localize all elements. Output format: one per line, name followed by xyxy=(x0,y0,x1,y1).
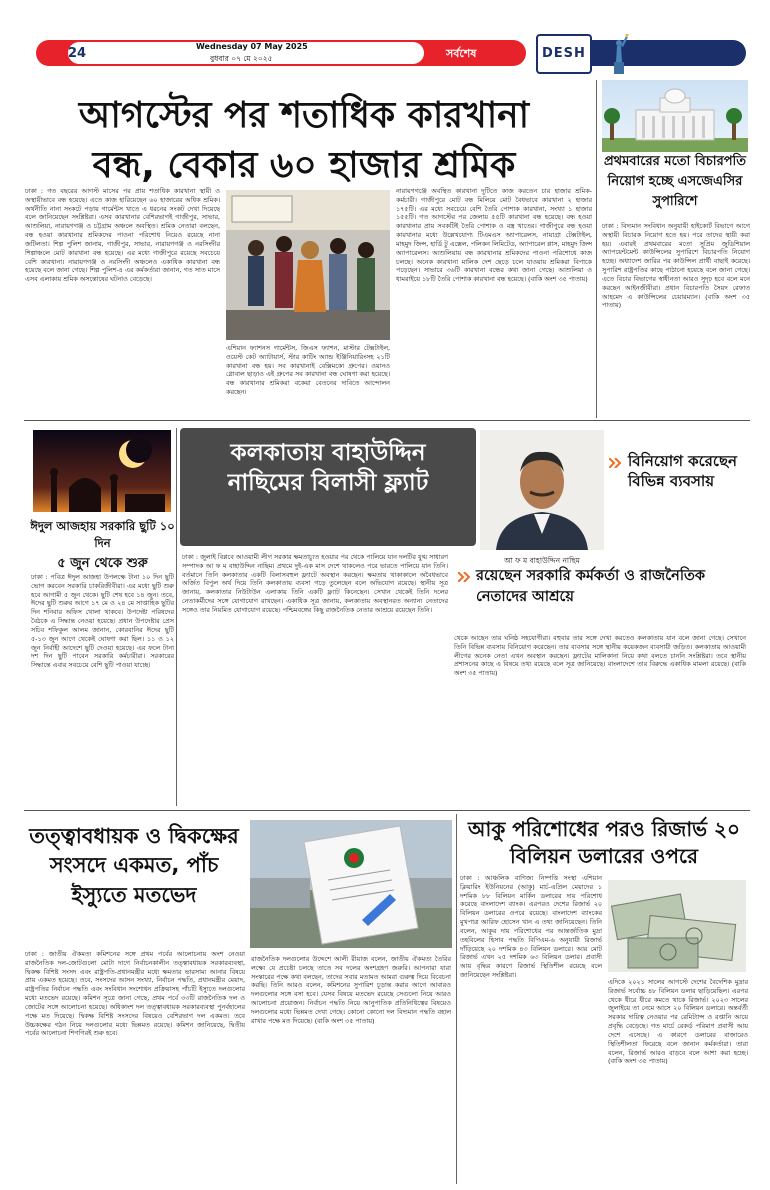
caretaker-headline: তত্ত্বাবধায়ক ও দ্বিকক্ষের সংসদে একমত, পাঁচ ইস্যুতে মতভেদ xyxy=(29,824,239,907)
divider xyxy=(24,810,750,811)
date-bangla: বুধবার ০৭ মে ২০২৫ xyxy=(210,54,273,63)
statue-of-liberty-icon xyxy=(604,32,634,74)
caretaker-column-2: রাজনৈতিক দলগুলোর উদ্দেশে আলী রীয়াজ বলেন, জাতীয় ঐকমত্য তৈরির লক্ষ্যে যে প্রচেষ্টা চলছে তাতে সব দলের অংশগ্রহণ জরুরি। আপনারা যারা সংস্কারের পক্ষে কথা বলছেন, তাদের সবার মতামত আমরা গুরুত্ব দিয়ে বিবেচনা করছি। তিনি আরও বলেন, কমিশনের সুপারিশ চূড়ান্ত করার আগে আবারও দলগুলোর সঙ্গে বসা হবে। যেসব বিষয়ে মতভেদ রয়েছে সেগুলো নিয়ে আরও আলোচনা প্রয়োজন। নির্বাচন পদ্ধতি নিয়ে আনুপাতিক প্রতিনিধিত্বের বিষয়েও দলগুলোর মধ্যে ভিন্নমত দেখা গেছে। কোনো কোনো দল বিদ্যমান পদ্ধতি বহাল রাখার পক্ষে মত দিয়েছে। (বাকি অংশ ৩৫ পাতায়) xyxy=(251,955,451,1025)
reserve-column-1: ঢাকা : আঞ্চলিক বাণিজ্য নিষ্পত্তি সংস্থা এশিয়ান ক্লিয়ারিং ইউনিয়নের (আকু) মার্চ-এপ্রিল মেয়াদের ১ দশমিক ৮৮ বিলিয়ন মার্কিন ডলারের দায় পরিশোধ করেছে বাংলাদেশ ব্যাংক। এরপরও দেশের রিজার্ভ ২০ বিলিয়ন ডলারের ওপরে রয়েছে। বাংলাদেশ ব্যাংকের মুখপাত্র আরিফ হোসেন খান এ তথ্য জানিয়েছেন। তিনি বলেন, আকুর দায় পরিশোধের পর আন্তর্জাতিক মুদ্রা তহবিলের হিসাব পদ্ধতি বিপিএম-৬ অনুযায়ী রিজার্ভ দাঁড়িয়েছে ২০ দশমিক ৪৩ বিলিয়ন ডলারে। আর মোট রিজার্ভ এখন ২৫ দশমিক ৬৩ বিলিয়ন ডলার। প্রবাসী আয় বৃদ্ধির কারণে রিজার্ভ স্থিতিশীল রয়েছে বলে জানিয়েছেন সংশ্লিষ্টরা। xyxy=(460,874,602,980)
eid-headline: ঈদুল আজহায় সরকারি ছুটি ১০ দিন xyxy=(30,519,175,550)
kolkata-column-1: ঢাকা : জুলাই বিপ্লবে আওয়ামী লীগ সরকার ক্ষমতাচ্যুত হওয়ার পর থেকে পালিয়ে যান দলটির যুগ্ম সাধারণ সম্পাদক আ ফ ম বাহাউদ্দিন নাছিম। প্রথমে দুই-এক মাস দেশে থাকলেও পরে ভারতে পালিয়ে যান তিনি। বর্তমানে তিনি কলকাতার একটি বিলাসবহুল ফ্ল্যাটে অবস্থান করছেন। ক্ষমতায় থাকাকালে অবৈধভাবে অর্জিত বিপুল অর্থ দিয়ে তিনি কলকাতায় ব্যবসা গড়ে তুলেছেন বলে অভিযোগ রয়েছে। স্থানীয় সূত্র জানায়, কলকাতার নিউটাউন এলাকায় তিনি একটি ফ্ল্যাট কিনেছেন। সেখান থেকেই তিনি দলের নেতাকর্মীদের সঙ্গে যোগাযোগ রাখছেন। একাধিক সূত্র জানায়, কলকাতায় অবস্থানরত অন্যান্য নেতাদের সঙ্গেও তার নিয়মিত যোগাযোগ রয়েছে। পশ্চিমবঙ্গের কিছু রাজনৈতিক নেতার আশ্রয়ে রয়েছেন তিনি। xyxy=(182,553,448,614)
lead-headline-line1: আগস্টের পর শতাধিক কারখানা xyxy=(78,95,530,136)
supreme-court-photo xyxy=(602,80,748,152)
kolkata-point-1: বিনিয়োগ করেছেন বিভিন্ন ব্যবসায় xyxy=(628,452,737,490)
date-english: Wednesday 07 May 2025 xyxy=(196,42,308,51)
kolkata-point-2: রয়েছেন সরকারি কর্মকর্তা ও রাজনৈতিক নেতাদের আশ্রয়ে xyxy=(476,568,705,606)
header-navy-bar xyxy=(566,40,746,66)
eid-moon-photo xyxy=(33,430,171,512)
chevron-right-icon xyxy=(458,572,470,582)
ballot-paper-photo xyxy=(250,820,452,948)
divider xyxy=(596,80,597,418)
nasim-portrait-photo xyxy=(480,430,604,550)
lead-photo-caption: এশিয়ান ফ্যাশনস গার্মেন্টস, জিএস ফ্যাশন, মাস্টার টেক্সটাইল, ওয়েস্ট কেট অ্যাটায়ার্স, স্টার কাটিং অ্যান্ড ইঞ্জিনিয়ারিংসহ ২১টি কারখানা বন্ধ হয়। সব কারখানাই বেক্সিমকো গ্রুপের। ওয়ানও গ্লোবাল ছাড়াও এই গ্রুপের সব কারখানা বন্ধ ঘোষণা করা হয়েছে। বন্ধ কারখানার শ্রমিকরা বকেয়া বেতনের দাবিতে আন্দোলন করছেন। xyxy=(226,344,390,397)
page-number: 24 xyxy=(68,46,87,61)
chevron-right-icon xyxy=(609,458,621,468)
section-label: সর্বশেষ xyxy=(446,47,477,60)
lead-column-1: ঢাকা : গত বছরের আগস্ট মাসের পর প্রায় শতাধিক কারখানা স্থায়ী ও অস্থায়ীভাবে বন্ধ হয়েছে। এতে কাজ হারিয়েছেন ৬০ হাজারের অধিক শ্রমিক। অর্থনীতি নানা সংকটে পড়ায় গার্মেন্টস খাতে এ ধরনের সংকট দেখা দিয়েছে বলে জানিয়েছেন সংশ্লিষ্টরা। এসব কারখানার বেশিরভাগই গাজীপুর, সাভার, আশুলিয়া, নারায়ণগঞ্জ ও চট্টগ্রাম অঞ্চলে অবস্থিত। শ্রমিক নেতারা বলছেন, বন্ধ হওয়া কারখানার শ্রমিকদের পাওনা পরিশোধ নিয়েও রয়েছে নানা জটিলতা। শিল্প পুলিশ জানায়, গাজীপুর, সাভার, নারায়ণগঞ্জ ও নরসিংদীর শিল্পাঞ্চলে মোট কারখানা বন্ধ হয়েছে। এর মধ্যে গাজীপুরে রয়েছে সবচেয়ে বেশি কারখানা। নারায়ণগঞ্জ ও নরসিংদী অঞ্চলেও একাধিক কারখানা বন্ধ হয়েছে বলে জানা গেছে। শিল্প পুলিশ-৪ এর কর্মকর্তারা জানান, গত সাত মাসে এসব এলাকায় শ্রমিক অসন্তোষের ঘটনাও বেড়েছে। xyxy=(25,187,220,284)
divider xyxy=(176,428,177,806)
divider xyxy=(24,420,750,421)
reserve-headline: আকু পরিশোধের পরও রিজার্ভ ২০ বিলিয়ন ডলারের ওপরে xyxy=(467,817,740,868)
lead-headline-line2: বন্ধ, বেকার ৬০ হাজার শ্রমিক xyxy=(92,145,516,186)
lead-workers-photo xyxy=(226,190,390,340)
nasim-photo-caption: আ ফ ম বাহাউদ্দিন নাছিম xyxy=(504,556,580,565)
side-story-body: ঢাকা : বিদ্যমান সংবিধান অনুযায়ী হাইকোর্ট বিভাগে আগে অস্থায়ী বিচারক নিয়োগ হতে হয়। পরে তাদের স্থায়ী করা হয়। এবারই প্রথমবারের মতো সুপ্রিম জুডিশিয়াল অ্যাপয়েন্টমেন্ট কাউন্সিলের সুপারিশে বিচারপতি নিয়োগ হচ্ছে। অধ্যাদেশ জারির পর কাউন্সিল প্রার্থী বাছাই করেছে। সুপারিশ রাষ্ট্রপতির কাছে পাঠানো হয়েছে বলে জানা গেছে। এতে বিচার বিভাগের স্বাধীনতা আরও সুদৃঢ় হবে বলে মনে করছেন আইনজীবীরা। প্রধান বিচারপতি সৈয়দ রেফাত আহমেদ এ কাউন্সিলের চেয়ারম্যান। (বাকি অংশ ৩৫ পাতায়) xyxy=(602,222,750,310)
kolkata-headline: কলকাতায় বাহাউদ্দিন নাছিমের বিলাসী ফ্ল্যাট xyxy=(227,440,429,497)
kolkata-column-2: থেকে আছেন তার ঘনিষ্ঠ সহযোগীরা। বহুবার তার সঙ্গে দেখা করতেও কলকাতায় যান বলে জানা গেছে। সেখানে তিনি বিভিন্ন ব্যবসায় বিনিয়োগ করেছেন। তার ব্যবসার সঙ্গে স্থানীয় কয়েকজন ব্যবসায়ী জড়িত। কলকাতায় আওয়ামী লীগের অনেক নেতা এখন অবস্থান করছেন। ফ্ল্যাটের মালিকানা নিয়ে কথা বলতে চাননি সংশ্লিষ্টরা। তবে স্থানীয় প্রশাসনের কাছে এ বিষয়ে তথ্য রয়েছে বলে সূত্র জানিয়েছে। বাংলাদেশে তার বিরুদ্ধে একাধিক মামলা রয়েছে। (বাকি অংশ ৩৫ পাতায়) xyxy=(454,634,746,678)
side-story-headline: প্রথমবারের মতো বিচারপতি নিয়োগ হচ্ছে এসজেএসির সুপারিশে xyxy=(603,154,747,210)
desh-logo: DESH xyxy=(542,46,586,61)
divider xyxy=(456,814,457,1184)
dollar-bundles-photo xyxy=(608,880,746,972)
reserve-column-2: এদিকে ২০২১ সালের আগস্টে দেশের বৈদেশিক মুদ্রার রিজার্ভ সর্বোচ্চ ৪৮ বিলিয়ন ডলার ছাড়িয়েছিল। এরপর থেকে ধীরে ধীরে কমতে থাকে রিজার্ভ। ২০২৩ সালের জুলাইয়ে তা নেমে আসে ২০ বিলিয়ন ডলারে। অন্তর্বর্তী সরকার দায়িত্ব নেওয়ার পর রেমিট্যান্স ও রপ্তানি আয়ে প্রবৃদ্ধি বেড়েছে। গত মার্চে রেকর্ড পরিমাণ প্রবাসী আয় দেশে এসেছে। এ কারণে ডলারের বাজারেও স্থিতিশীলতা ফিরেছে বলে জানান কর্মকর্তারা। তারা বলেন, রিজার্ভ আরও বাড়বে বলে আশা করা হচ্ছে। (বাকি অংশ ৩৫ পাতায়) xyxy=(608,978,748,1066)
eid-body: ঢাকা : পবিত্র ঈদুল আজহা উপলক্ষে টানা ১০ দিন ছুটি ভোগ করবেন সরকারি চাকরিজীবীরা। এর মধ্যে ছুটি শুরু হবে আগামী ৫ জুন থেকে। ছুটি শেষ হবে ১৪ জুন। তবে, ঈদের ছুটি শুরুর আগে ১৭ মে ও ২৪ মে সাপ্তাহিক ছুটির দিন শনিবার অফিস খোলা থাকবে। উপদেষ্টা পরিষদের বৈঠকে এ সিদ্ধান্ত নেওয়া হয়েছে। প্রধান উপদেষ্টার প্রেস সচিব শফিকুল আলম জানান, কোরবানির ঈদের ছুটি ৫-১৩ জুন আগে থেকেই ঘোষণা করা ছিল। ১১ ও ১২ জুন নির্বাহী আদেশে ছুটি দেওয়া হয়েছে। এর ফলে টানা দশ দিন ছুটি পাবেন সরকারি কর্মচারীরা। সরকারের সিদ্ধান্তে এবার সবচেয়ে বেশি ছুটি পাওয়া যাচ্ছে। xyxy=(31,573,174,670)
lead-column-3: নারায়ণগঞ্জে অবস্থিত কারখানা দুটিতে কাজ করতেন চার হাজার শ্রমিক-কর্মচারী। গাজীপুরে মোট বন্ধ মিলিয়ে মোট বৈধভাবে কারখানা ২ হাজার ১৭৫টি। এর মধ্যে সবচেয়ে বেশি তৈরি পোশাক কারখানা, সংখ্যা ১ হাজার ১৫৫টি। গত আগস্টের পর জেলায় ৫৫টি কারখানা বন্ধ হয়েছে। বন্ধ হওয়া কারখানার প্রায় সবকটিই তৈরি পোশাক ও বস্ত্র খাতের। গাজীপুরে বন্ধ হওয়া কারখানার মধ্যে উল্লেখযোগ্য টিএমএস অ্যাপারেলস, নায়াগ্রা টেক্সটাইল, মাহমুদ জিন্স, হার্ডি টু এক্সেল, পলিকন লিমিটেড, অ্যাপারেল প্লাস, মাহমুদ জিন্স অ্যাপারেলস। আশুলিয়ায় বন্ধ কারখানার শ্রমিকদের পাওনা পরিশোধে কাজ চলছে। অনেক কারখানা মালিক দেশ ছেড়ে চলে যাওয়ায় শ্রমিকরা বিপাকে পড়েছেন। সাভারে ৩৬টি কারখানা বন্ধের কথা জানা গেছে। আশুলিয়া ও ধামরাইয়ে ১৮টি তৈরি পোশাক কারখানা বন্ধ হয়েছে। (বাকি অংশ ৩৫ পাতায়) xyxy=(396,187,592,284)
eid-subheadline: ৫ জুন থেকে শুরু xyxy=(57,556,148,571)
caretaker-column-1: ঢাকা : জাতীয় ঐকমত্য কমিশনের সঙ্গে প্রথম পর্বের আলোচনায় অংশ নেওয়া রাজনৈতিক দল-জোটগুলো মোটা দাগে নির্বাচনকালীন তত্ত্বাবধায়ক সরকারব্যবস্থা, দ্বিকক্ষ বিশিষ্ট সংসদ এবং রাষ্ট্রপতি-প্রধানমন্ত্রীর মধ্যে ক্ষমতার ভারসাম্য আনার বিষয়ে প্রায় একমত হয়েছে। তবে, সংসদের আসন সংখ্যা, নির্বাচন পদ্ধতি, প্রধানমন্ত্রীর মেয়াদ, রাষ্ট্রপতির নির্বাচন পদ্ধতি এবং সংবিধান সংশোধন প্রক্রিয়াসহ পাঁচটি ইস্যুতে দলগুলোর মধ্যে মতভেদ রয়েছে। কমিশন সূত্রে জানা গেছে, প্রথম পর্বে ৩৩টি রাজনৈতিক দল ও জোটের সঙ্গে আলোচনা হয়েছে। অধিকাংশ দল তত্ত্বাবধায়ক সরকারব্যবস্থা পুনর্বহালের পক্ষে মত দিয়েছে। দ্বিকক্ষ বিশিষ্ট সংসদের বিষয়েও বেশিরভাগ দল একমত। তবে উচ্চকক্ষের গঠন নিয়ে দলগুলোর মধ্যে ভিন্নমত রয়েছে। কমিশন জানিয়েছে, দ্বিতীয় পর্বের আলোচনা শিগগিরই শুরু হবে। xyxy=(25,950,245,1038)
